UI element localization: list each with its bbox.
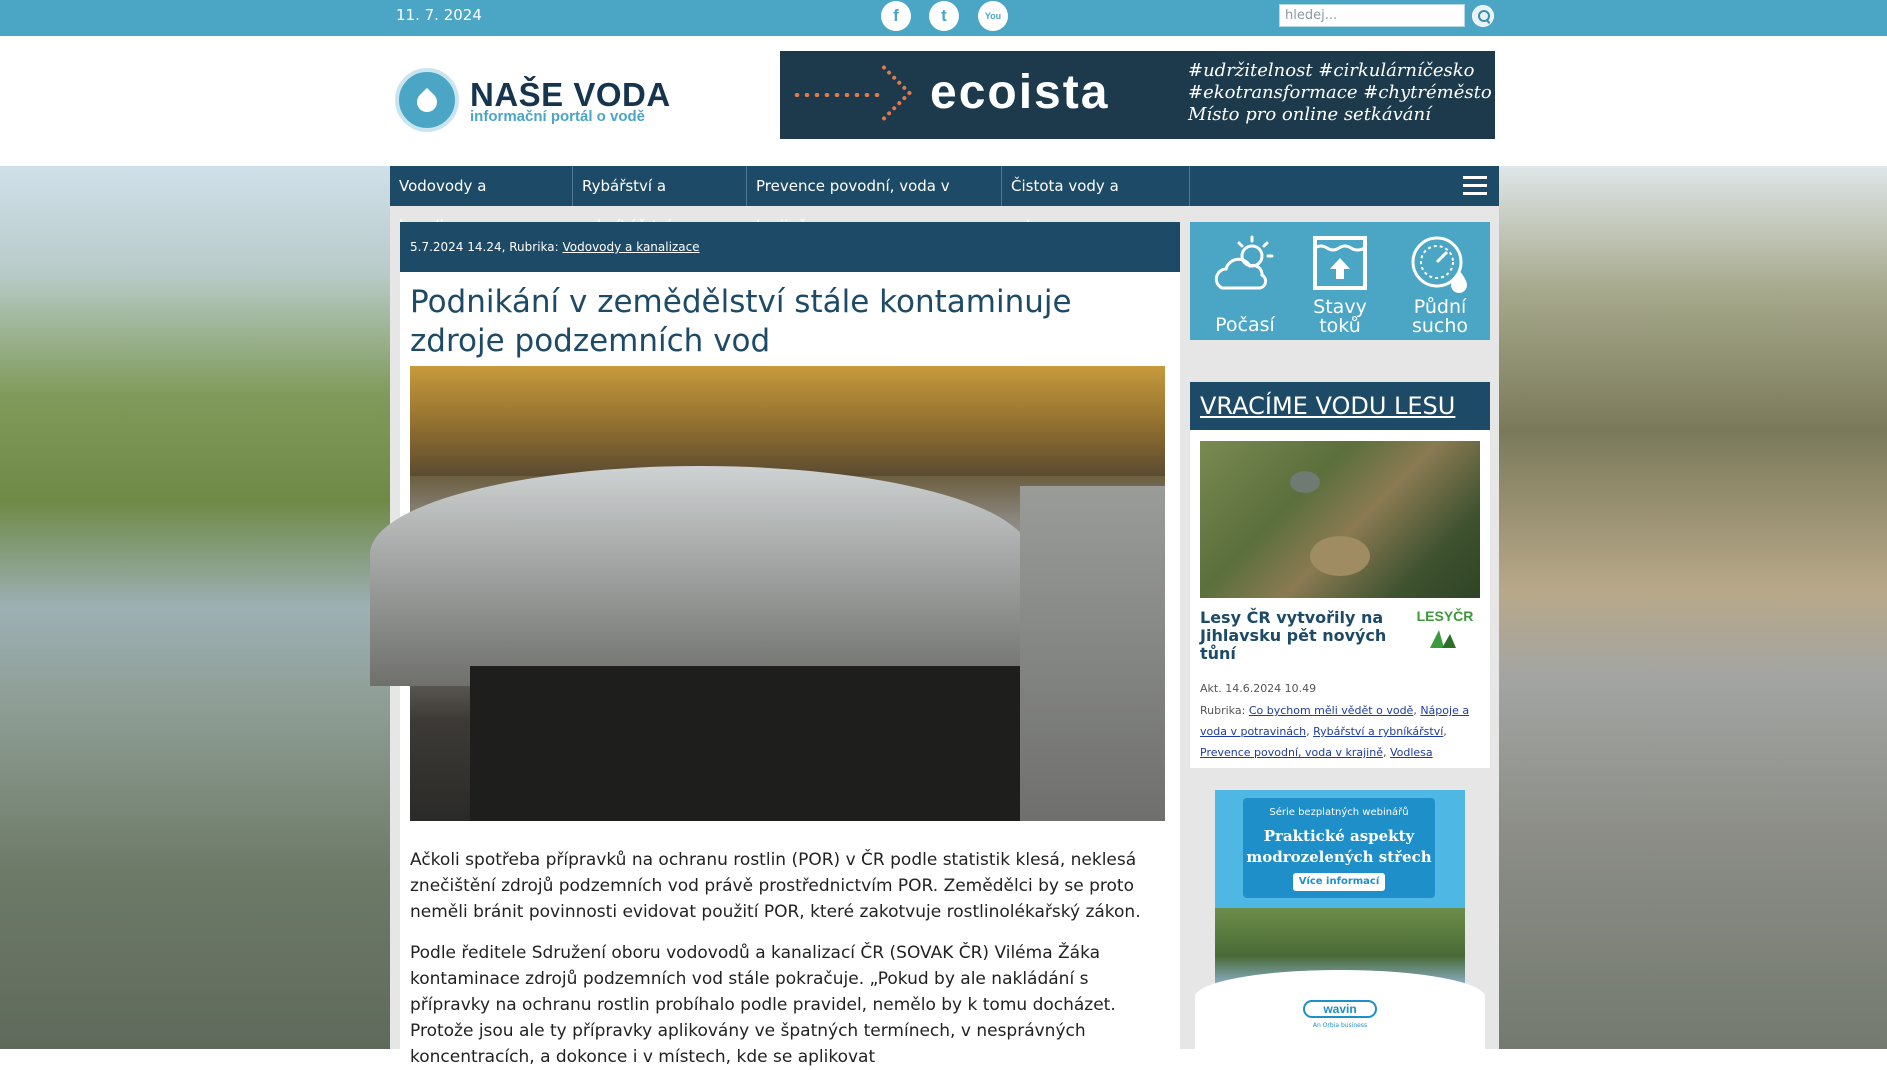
article-date: 5.7.2024 14.24, Rubrika: [410,240,563,254]
ad-brand-sub: An Orbia business [1312,1022,1368,1029]
lesu-headline[interactable]: Lesy ČR vytvořily na Jihlavsku pět nových tůní [1200,608,1387,663]
lesu-photo[interactable] [1200,441,1480,598]
lesu-rubrika: Rubrika: Co bychom měli vědět o vodě, Nápoje a voda v potravinách, Rybářství a rybníkářství, Prevence povodní, voda v krajině, Vodlesa [1200,704,1470,759]
widget-pocasi[interactable] [1190,222,1300,340]
facebook-icon[interactable]: f [881,1,911,31]
nav-item-cistota-vody[interactable]: Čistota vody a [1002,166,1190,206]
lesu-rubrika-link[interactable]: Nápoje a voda v potravinách [1200,704,1470,738]
nav-item-prevence-povodni[interactable]: Prevence povodní, voda v [747,166,1002,206]
background-photo-right [1499,166,1887,1049]
article-photo [410,366,1165,821]
widget-label: Stavy toků [1313,296,1367,337]
widget-label: Půdní sucho [1411,296,1469,337]
top-bar [0,0,1887,36]
drought-gauge-icon [1407,234,1473,294]
article-paragraph: Ačkoli spotřeba přípravků na ochranu rostlin (POR) v ČR podle statistik klesá, neklesá znečištění zdrojů podzemních vod právě prostřednictvím POR. Zemědělci by se proto neměli bránit povinnosti evidovat použití POR, které zakotvuje rostlinolékařský zákon. [410,850,1141,922]
photo-pond [1290,471,1320,493]
menu-icon-bar [1463,176,1487,179]
search-icon[interactable] [1472,5,1494,27]
lesu-section-title[interactable]: VRACÍME VODU LESU [1200,392,1456,420]
weather-icon [1212,234,1278,294]
photo-cover [370,466,1030,686]
menu-icon-bar [1463,184,1487,187]
ad-kicker: Série bezplatných webinářů [1269,807,1409,818]
logo-subtitle[interactable]: informační portál o vodě [470,108,646,125]
ad-headline: Praktické aspekty modrozelených střech [1246,827,1432,866]
nav-item-vodovody[interactable]: Vodovody a [390,166,573,206]
photo-pond [1310,536,1370,576]
widget-label: Počasí [1215,314,1275,336]
photo-water [470,666,1030,821]
article-rubrika-link[interactable]: Vodovody a kanalizace [562,240,700,254]
lesy-cr-logo-text: LESYČR [1416,608,1474,624]
article-meta-text [410,240,700,254]
ecoista-banner[interactable] [780,51,1495,139]
youtube-icon[interactable]: You [978,1,1008,31]
ad-brand-logo: wavin [1303,1000,1377,1018]
lesu-section-header [1190,382,1490,430]
current-date: 11. 7. 2024 [396,6,482,24]
lesu-rubrika-link[interactable]: Rybářství a rybníkářství [1313,725,1444,738]
lesy-cr-logo-icon [1430,628,1460,648]
lesu-date: Akt. 14.6.2024 10.49 [1200,682,1317,695]
webinar-ad[interactable] [1215,790,1465,1040]
lesy-cr-logo [1410,608,1480,624]
menu-icon-bar [1463,192,1487,195]
banner-brand: ecoista [930,66,1110,119]
menu-icon[interactable] [1463,176,1487,196]
main-nav [390,166,1499,206]
water-level-icon [1307,234,1373,294]
lesu-rubrika-link[interactable]: Prevence povodní, voda v krajině [1200,746,1383,759]
lesu-rubrika-link[interactable]: Co bychom měli vědět o vodě [1248,704,1414,717]
article-meta [400,222,1180,272]
article-title: Podnikání v zemědělství stále kontaminuje zdroje podzemních vod [410,284,1072,359]
lesu-rubrika-link[interactable]: Vodlesa [1389,746,1433,759]
widget-pudni-sucho[interactable] [1390,222,1490,340]
banner-tag-line: #udržitelnost #cirkulárníčesko [1188,60,1475,81]
quick-widgets [1190,222,1490,340]
banner-tag-line: Místo pro online setkávání [1188,104,1431,125]
twitter-icon[interactable]: t [929,1,959,31]
photo-edge [1020,486,1165,821]
logo-title[interactable]: NAŠE VODA [470,76,671,113]
banner-tag-line: #ekotransformace #chytréměsto [1188,82,1492,103]
search-input[interactable] [1279,4,1465,27]
banner-arrow-icon [856,65,913,122]
article-paragraph: Podle ředitele Sdružení oboru vodovodů a kanalizací ČR (SOVAK ČR) Viléma Žáka kontaminace zdrojů podzemních vod stále pokračuje. „Pokud by ale nakládání s přípravky na ochranu rostlin probíhalo podle pravidel, nemělo by k tomu docházet. Protože jsou ale ty přípravky aplikovány ve špatných termínech, v nesprávných koncentracích, a dokonce i v místech, kde se aplikovat [410,943,1116,1067]
lesu-rubrika-label: Rubrika: [1200,704,1249,717]
nav-item-rybarstvi[interactable]: Rybářství a [573,166,747,206]
ad-card [1243,798,1435,898]
background-photo-left [0,166,390,1049]
ad-cta-button[interactable]: Více informací [1293,873,1385,891]
widget-stavy-toku[interactable] [1290,222,1390,340]
logo-icon[interactable] [395,68,459,132]
photo-beam [410,366,1165,476]
banner-tags [1188,60,1492,126]
